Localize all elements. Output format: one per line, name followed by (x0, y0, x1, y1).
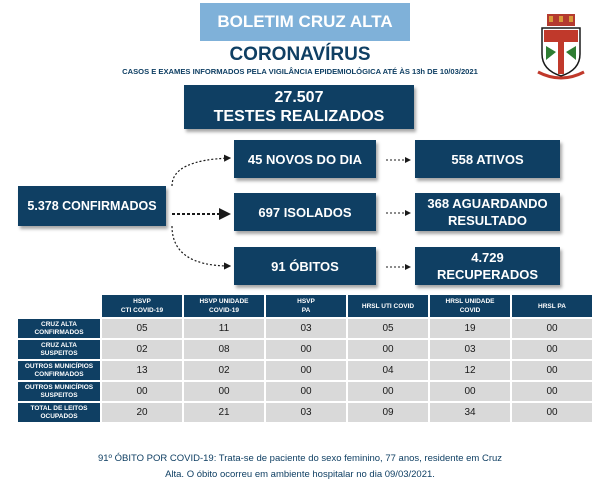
waiting-line2: RESULTADO (448, 213, 527, 228)
table-cell: 09 (348, 403, 428, 422)
recovered-label: RECUPERADOS (436, 267, 539, 282)
table-cell: 00 (512, 403, 592, 422)
table-corner (18, 295, 100, 317)
cruz-alta-coat-of-arms-icon (536, 14, 586, 84)
table-cell: 02 (102, 340, 182, 359)
table-cell: 05 (102, 319, 182, 338)
row-label: OUTROS MUNICÍPIOS SUSPEITOS (18, 382, 100, 401)
table-cell: 21 (184, 403, 264, 422)
table-cell: 00 (512, 319, 592, 338)
table-cell: 03 (266, 403, 346, 422)
table-cell: 00 (184, 382, 264, 401)
hospital-beds-table (16, 293, 594, 424)
table-header-row (18, 295, 592, 317)
table-cell: 00 (430, 382, 510, 401)
table-cell: 00 (348, 382, 428, 401)
table-cell: 00 (512, 361, 592, 380)
recovered-box (415, 247, 560, 285)
active-box: 558 ATIVOS (415, 140, 560, 178)
waiting-results-box (415, 193, 560, 231)
table-cell: 08 (184, 340, 264, 359)
row-label: TOTAL DE LEITOS OCUPADOS (18, 403, 100, 422)
table-cell: 00 (348, 340, 428, 359)
isolated-box: 697 ISOLADOS (234, 193, 376, 231)
table-row (18, 340, 592, 359)
table-cell: 34 (430, 403, 510, 422)
row-label: OUTROS MUNICÍPIOS CONFIRMADOS (18, 361, 100, 380)
deaths-box: 91 ÓBITOS (234, 247, 376, 285)
table-cell: 03 (430, 340, 510, 359)
table-cell: 05 (348, 319, 428, 338)
row-label: CRUZ ALTA CONFIRMADOS (18, 319, 100, 338)
column-header: HRSL UNIDADE COVID (430, 295, 510, 317)
table-row (18, 361, 592, 380)
page-title: CORONAVÍRUS (229, 44, 371, 65)
table-cell: 00 (512, 340, 592, 359)
table-cell: 00 (512, 382, 592, 401)
table-cell: 00 (102, 382, 182, 401)
table-cell: 00 (266, 382, 346, 401)
info-line: CASOS E EXAMES INFORMADOS PELA VIGILÂNCIA EPIDEMIOLÓGICA ATÉ ÀS 13h DE 10/03/2021 (122, 67, 478, 76)
new-cases-box: 45 NOVOS DO DIA (234, 140, 376, 178)
table-cell: 02 (184, 361, 264, 380)
recovered-value: 4.729 (471, 250, 504, 265)
table-cell: 03 (266, 319, 346, 338)
tests-value: 27.507 (274, 89, 324, 106)
table-cell: 13 (102, 361, 182, 380)
table-row (18, 403, 592, 422)
table-cell: 00 (266, 361, 346, 380)
footnote-line1: 91º ÓBITO POR COVID-19: Trata-se de paciente do sexo feminino, 77 anos, residente em Cruz (97, 453, 503, 464)
row-label: CRUZ ALTA SUSPEITOS (18, 340, 100, 359)
table-cell: 00 (266, 340, 346, 359)
death-footnote (20, 451, 580, 483)
tests-label: TESTES REALIZADOS (213, 108, 385, 125)
bulletin-banner: BOLETIM CRUZ ALTA (200, 3, 410, 41)
column-header: HSVP PA (266, 295, 346, 317)
table-cell: 20 (102, 403, 182, 422)
table-cell: 19 (430, 319, 510, 338)
footnote-line2: Alta. O óbito ocorreu em ambiente hospitalar no dia 09/03/2021. (165, 469, 435, 480)
column-header: HSVP UNIDADE COVID-19 (184, 295, 264, 317)
table-cell: 04 (348, 361, 428, 380)
table-row (18, 319, 592, 338)
table-cell: 11 (184, 319, 264, 338)
column-header: HRSL PA (512, 295, 592, 317)
confirmed-box: 5.378 CONFIRMADOS (18, 186, 166, 226)
tests-box (184, 85, 414, 129)
waiting-line1: 368 AGUARDANDO (427, 196, 548, 211)
table-row (18, 382, 592, 401)
table-cell: 12 (430, 361, 510, 380)
column-header: HRSL UTI COVID (348, 295, 428, 317)
column-header: HSVP CTI COVID-19 (102, 295, 182, 317)
